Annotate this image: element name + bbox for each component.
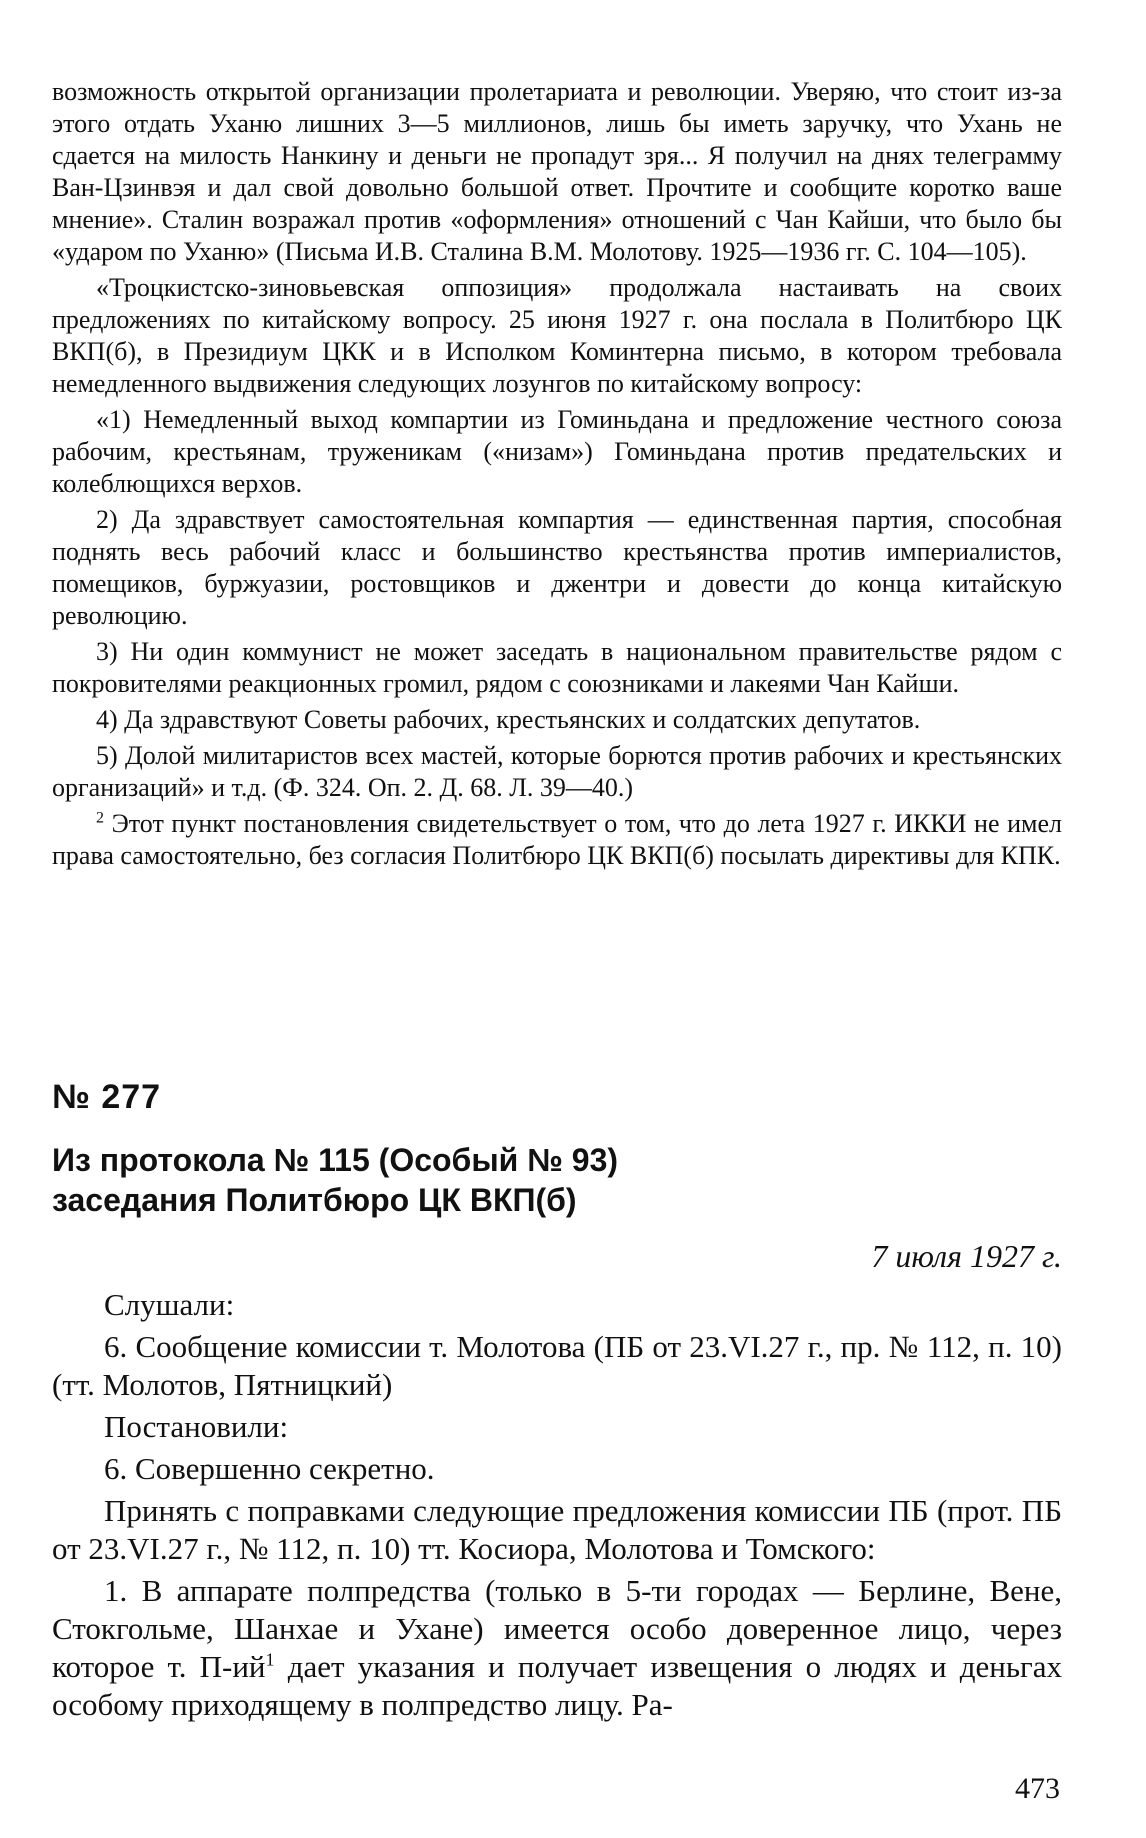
point-1 <box>52 1572 1062 1724</box>
page-number: 473 <box>1015 1772 1060 1805</box>
document-title <box>52 1140 1052 1220</box>
footnote-marker: 2 <box>96 809 104 827</box>
document-title-line: заседания Политбюро ЦК ВКП(б) <box>52 1182 577 1218</box>
resolved-item: 6. Совершенно секретно. <box>104 1451 435 1486</box>
footnote-text: Этот пункт постановления свидетельствует о том, что до лета 1927 г. ИККИ не имел права самостоятельно, без согласия Политбюро ЦК ВКП(б) посылать директивы для КПК. <box>52 809 1062 870</box>
document-number: № 277 <box>52 1078 162 1116</box>
heard-label: Слушали: <box>104 1287 235 1322</box>
slogan-item: «1) Немедленный выход компартии из Гоминьдана и предложение честного союза рабочим, крестьянам, труженикам («низам») Гоминьдана против предательских и колеблющихся верхов. <box>52 405 1062 498</box>
slogan-item: 3) Ни один коммунист не может заседать в национальном правительстве рядом с покровителями реакционных громил, рядом с союзниками и лакеями Чан Кайши. <box>52 637 1062 698</box>
notes-paragraph: возможность открытой организации пролетариата и революции. Уверяю, что стоит из-за этого отдать Уханю лишних 3—5 миллионов, лишь бы иметь заручку, что Ухань не сдается на милость Нанкину и деньги не пропадут зря... Я получил на днях телеграмму Ван-Цзинвэя и дал свой довольно большой ответ. Прочтите и сообщите коротко ваше мнение». Сталин возражал против «оформления» отношений с Чан Кайши, что было бы «ударом по Уханю» (Письма И.В. Сталина В.М. Молотову. 1925—1936 гг. С. 104—105). <box>52 77 1062 266</box>
footnote-ref: 1 <box>265 1649 275 1670</box>
footnote <box>52 808 1062 872</box>
point-1-text: 1. В аппарате полпредства (только в 5-ти городах — Берлине, Вене, Стокгольме, Шанхае и Ухане) имеется особо доверенное лицо, через которое т. П-ий <box>52 1573 1062 1684</box>
slogan-item: 2) Да здравствует самостоятельная компартия — единственная партия, способная поднять весь рабочий класс и большинство крестьянства против империалистов, помещиков, буржуазии, ростовщиков и джентри и довести до конца китайскую революцию. <box>52 505 1062 630</box>
accept-paragraph: Принять с поправками следующие предложения комиссии ПБ (прот. ПБ от 23.VI.27 г., № 112, п. 10) тт. Косиора, Молотова и Томского: <box>52 1493 1062 1566</box>
document-body <box>52 1286 1062 1728</box>
slogan-item: 5) Долой милитаристов всех мастей, которые борются против рабочих и крестьянских организаций» и т.д. (Ф. 324. Оп. 2. Д. 68. Л. 39—40.) <box>52 741 1062 802</box>
slogan-item: 4) Да здравствуют Советы рабочих, крестьянских и солдатских депутатов. <box>96 705 921 734</box>
resolved-label: Постановили: <box>104 1409 289 1444</box>
notes-paragraph: «Троцкистско-зиновьевская оппозиция» продолжала настаивать на своих предложениях по китайскому вопросу. 25 июня 1927 г. она послала в Политбюро ЦК ВКП(б), в Президиум ЦКК и в Исполком Коминтерна письмо, в котором требовала немедленного выдвижения следующих лозунгов по китайскому вопросу: <box>52 273 1062 398</box>
document-title-line: Из протокола № 115 (Особый № 93) <box>52 1142 619 1178</box>
document-date: 7 июля 1927 г. <box>871 1238 1062 1274</box>
point-1-text-cont: дает указания и получает извещения о людях и деньгах особому приходящему в полпредство лицу. Ра- <box>52 1649 1062 1722</box>
commentary-notes <box>52 76 1062 876</box>
heard-item: 6. Сообщение комиссии т. Молотова (ПБ от 23.VI.27 г., пр. № 112, п. 10) (тт. Молотов, Пятницкий) <box>52 1329 1062 1402</box>
